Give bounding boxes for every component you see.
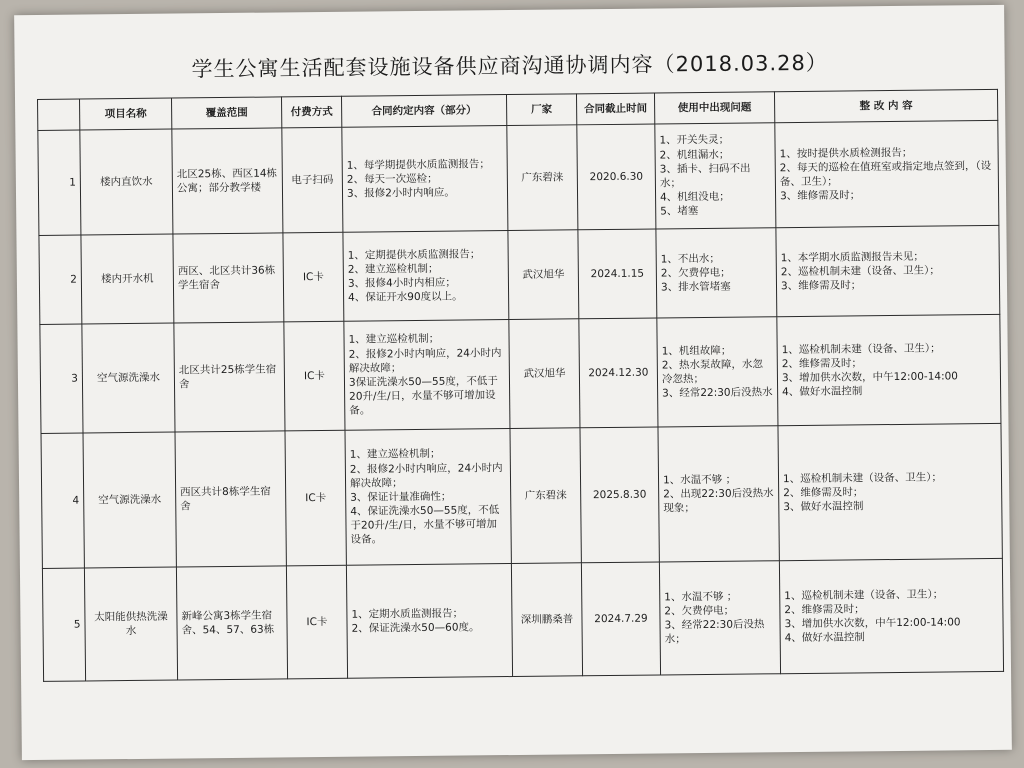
- contract-deadline: 2020.6.30: [577, 124, 656, 230]
- issue-line: 2、欠费停电；: [664, 604, 735, 618]
- issue-line: 5、堵塞: [660, 205, 699, 218]
- payment-method: IC卡: [284, 321, 345, 431]
- contract-line: 1、建立巡检机制；: [349, 448, 441, 462]
- header-contract: 合同约定内容（部分）: [341, 95, 506, 128]
- project-name: 楼内直饮水: [80, 129, 173, 235]
- fix-line: 1、巡检机制未建（设备、卫生）；: [784, 588, 944, 602]
- coverage-scope: 新峰公寓3栋学生宿舍、54、57、63栋: [176, 566, 287, 680]
- vendor-name: 广东碧涞: [510, 428, 581, 564]
- supplier-table: [37, 89, 1004, 682]
- contract-deadline: 2024.1.15: [578, 229, 657, 319]
- issue-line: 2、欠费停电；: [660, 266, 731, 280]
- contract-line: 3、保证计量准确性；: [350, 490, 452, 504]
- issue-line: 2、出现22:30后没热水现象；: [663, 487, 774, 515]
- contract-deadline: 2025.8.30: [580, 427, 659, 563]
- fix-line: 1、巡检机制未建（设备、卫生）；: [782, 471, 943, 485]
- issue-line: 3、排水管堵塞: [660, 280, 731, 294]
- fixes-list: [778, 423, 1002, 560]
- fixes-list: [775, 120, 999, 227]
- fixes-list: [779, 558, 1003, 673]
- fixes-list: [777, 314, 1001, 425]
- issues-list: [659, 561, 780, 675]
- row-number: 1: [38, 130, 81, 235]
- header-project-name: 项目名称: [80, 98, 172, 130]
- header-no: [38, 99, 80, 130]
- header-vendor: 厂家: [506, 94, 576, 126]
- issues-list: [658, 426, 779, 562]
- payment-method: IC卡: [285, 430, 346, 566]
- contract-terms: [343, 231, 509, 322]
- contract-line: 2、报修2小时内响应，24小时内解决故障；: [348, 346, 502, 375]
- fix-line: 1、巡检机制未建（设备、卫生）；: [781, 342, 941, 356]
- issues-list: [655, 123, 776, 229]
- payment-method: IC卡: [283, 232, 344, 322]
- table-row: [41, 423, 1002, 568]
- fixes-list: [776, 225, 1000, 316]
- project-name: 太阳能供热洗澡水: [84, 567, 177, 681]
- contract-line: 2、建立巡检机制；: [347, 262, 439, 276]
- fix-line: 4、做好水温控制: [784, 631, 865, 645]
- coverage-scope: 西区共计8栋学生宿舍: [175, 431, 286, 567]
- fix-line: 3、维修需及时；: [780, 279, 862, 293]
- issue-line: 2、热水泵故障，水忽冷忽热；: [661, 358, 764, 386]
- row-number: 2: [39, 235, 82, 324]
- row-number: 5: [42, 568, 85, 681]
- contract-deadline: 2024.7.29: [581, 562, 660, 676]
- contract-line: 1、建立巡检机制；: [348, 333, 440, 347]
- contract-line: 3、报修4小时内相应；: [347, 276, 456, 290]
- vendor-name: 武汉旭华: [509, 319, 580, 429]
- contract-terms: [346, 564, 512, 679]
- contract-terms: [345, 429, 511, 566]
- issues-list: [656, 228, 777, 318]
- issues-list: [657, 317, 778, 427]
- contract-line: 1、每学期提供水质监测报告；: [346, 157, 490, 172]
- fix-line: 1、本学期水质监测报告未见；: [780, 250, 924, 264]
- contract-line: 3保证洗澡水50—55度，不低于20升/生/日，水量不够可增加设备。: [348, 375, 498, 418]
- coverage-scope: 西区、北区共计36栋学生宿舍: [173, 233, 284, 323]
- vendor-name: 武汉旭华: [508, 230, 579, 320]
- issue-line: 1、不出水；: [660, 252, 720, 266]
- fix-line: 2、维修需及时；: [783, 486, 864, 500]
- issue-line: 1、水温不够 ；: [662, 473, 737, 487]
- issue-line: 4、机组没电；: [660, 190, 730, 204]
- project-name: 楼内开水机: [81, 234, 174, 324]
- row-number: 3: [40, 324, 83, 433]
- fix-line: 3、做好水温控制: [783, 500, 864, 514]
- table-row: [42, 558, 1003, 681]
- project-name: 空气源洗澡水: [82, 323, 175, 433]
- fix-line: 1、按时提供水质检测报告；: [779, 146, 913, 160]
- contract-deadline: 2024.12.30: [579, 318, 658, 428]
- document-title: 学生公寓生活配套设施设备供应商沟通协调内容（2018.03.28）: [191, 50, 828, 82]
- vendor-name: 深圳鹏桑普: [511, 563, 582, 677]
- contract-line: 2、每天一次巡检；: [346, 172, 438, 186]
- contract-line: 2、报修2小时内响应，24小时内解决故障；: [349, 461, 503, 490]
- issue-line: 1、水温不够 ；: [664, 590, 738, 604]
- issue-line: 3、经常22:30后没热水: [662, 386, 773, 400]
- fix-line: 2、维修需及时；: [784, 603, 865, 616]
- project-name: 空气源洗澡水: [83, 432, 176, 568]
- fix-line: 3、维修需及时；: [780, 189, 861, 203]
- issue-line: 1、开关失灵；: [659, 134, 730, 147]
- header-fixes: 整 改 内 容: [774, 89, 997, 122]
- coverage-scope: 北区25栋、西区14栋公寓；部分教学楼: [172, 128, 283, 234]
- fix-line: 3、增加供水次数，中午12:00-14:00: [784, 616, 961, 631]
- contract-line: 4、保证开水90度以上。: [348, 290, 463, 304]
- contract-line: 2、保证洗澡水50—60度。: [351, 621, 480, 635]
- fix-line: 2、每天的巡检在值班室或指定地点签到，（设备、卫生）；: [779, 159, 992, 189]
- fix-line: 2、维修需及时；: [781, 357, 863, 371]
- contract-terms: [342, 126, 508, 233]
- contract-terms: [344, 320, 510, 431]
- row-number: 4: [41, 433, 84, 568]
- issue-line: 1、机组故障；: [661, 344, 732, 358]
- payment-method: 电子扫码: [282, 127, 343, 233]
- header-scope: 覆盖范围: [172, 97, 282, 129]
- fix-line: 4、做好水温控制: [782, 385, 863, 399]
- issue-line: 3、经常22:30后没热水；: [664, 618, 765, 646]
- table-row: [38, 120, 999, 235]
- table-row: [40, 314, 1001, 433]
- header-payment: 付费方式: [281, 96, 341, 128]
- header-deadline: 合同截止时间: [576, 93, 654, 125]
- header-issues: 使用中出现问题: [654, 92, 774, 124]
- payment-method: IC卡: [286, 565, 347, 679]
- contract-line: 1、定期提供水质监测报告；: [347, 247, 481, 262]
- document-sheet: [14, 5, 1012, 760]
- contract-line: 3、报修2小时内响应。: [346, 186, 455, 200]
- issue-line: 3、插卡、扫码不出水；: [659, 162, 751, 190]
- coverage-scope: 北区共计25栋学生宿舍: [174, 322, 285, 432]
- contract-line: 1、定期水质监测报告；: [351, 607, 464, 621]
- contract-line: 4、保证洗澡水50—55度，不低于20升/生/日，水量不够可增加设备。: [350, 504, 500, 547]
- table-row: [39, 225, 1000, 324]
- issue-line: 2、机组漏水；: [659, 148, 730, 162]
- fix-line: 3、增加供水次数，中午12:00-14:00: [781, 370, 959, 385]
- vendor-name: 广东碧涞: [507, 125, 578, 231]
- fix-line: 2、巡检机制未建（设备、卫生）；: [780, 264, 940, 279]
